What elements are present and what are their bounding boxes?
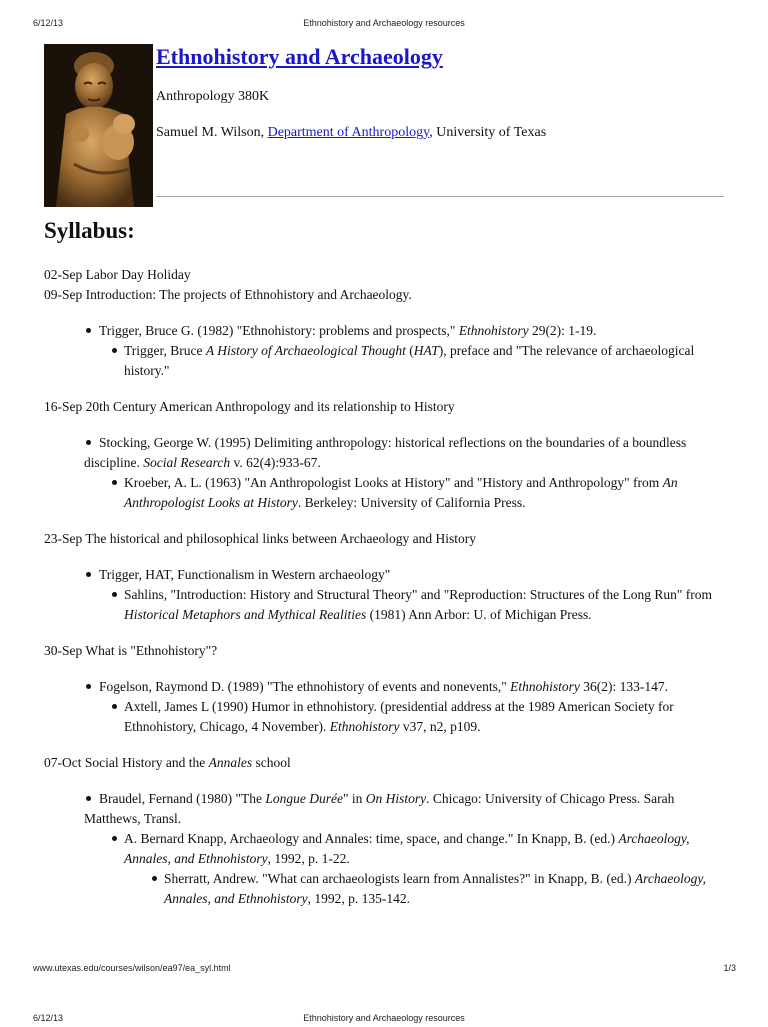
sub-reading-list [84,473,724,513]
week-item: 02-Sep Labor Day Holiday [44,267,191,282]
reading-item: Sherratt, Andrew. "What can archaeologists learn from Annalistes?" in Knapp, B. (ed.) Archaeology, Annales, and Ethnohistory, 1992, p. 135-142. [164,869,724,909]
course-number: Anthropology 380K [156,89,270,104]
print-title: Ethnohistory and Archaeology resources [303,18,465,28]
syllabus-content [44,265,724,925]
department-link[interactable]: Department of Anthropology [267,125,430,140]
week-item: 30-Sep What is "Ethnohistory"? [44,643,218,658]
author-line [156,125,546,141]
author-name: Samuel M. Wilson, [156,125,268,140]
page-title-link[interactable]: Ethnohistory and Archaeology [156,44,443,69]
week-item: 16-Sep 20th Century American Anthropology and its relationship to History [44,399,455,414]
print-header [0,18,768,32]
next-print-title: Ethnohistory and Archaeology resources [303,1013,465,1023]
figurine-image [44,44,153,207]
reading-item: Braudel, Fernand (1980) "The Longue Durée" in On History. Chicago: University of Chicago Press. Sarah Matthews, Transl. A. Bernard Knapp, Archaeology and Annales: time, space, and change." In Knapp, B. (ed.) Archaeology, Annales, and Ethnohistory, 1992, p. 1-22. Sherratt, Andrew. "What can archaeologists learn from Annalistes?" in Knapp, B. (ed.) Archaeology, Annales, and Ethnohistory, 1992, p. 135-142. [84,789,724,909]
reading-item: Trigger, Bruce A History of Archaeological Thought (HAT), preface and "The relevance of archaeological history." [124,341,724,381]
reading-item: Kroeber, A. L. (1963) "An Anthropologist Looks at History" and "History and Anthropology" from An Anthropologist Looks at History. Berkeley: University of California Press. [124,473,724,513]
reading-item: A. Bernard Knapp, Archaeology and Annales: time, space, and change." In Knapp, B. (ed.) Archaeology, Annales, and Ethnohistory, 1992, p. 1-22. Sherratt, Andrew. "What can archaeologists learn from Annalistes?" in Knapp, B. (ed.) Archaeology, Annales, and Ethnohistory, 1992, p. 135-142. [124,829,724,909]
reading-list [44,677,724,737]
reading-list [44,789,724,909]
header-divider [156,196,724,197]
reading-list [44,565,724,625]
reading-list [44,433,724,513]
reading-list [44,321,724,381]
reading-item: Trigger, Bruce G. (1982) "Ethnohistory: problems and prospects," Ethnohistory 29(2): 1-19. Trigger, Bruce A History of Archaeological Thought (HAT), preface and "The relevance of archaeological history." [84,321,724,381]
reading-item: Trigger, HAT, Functionalism in Western archaeology" Sahlins, "Introduction: History and Structural Theory" and "Reproduction: Structures of the Long Run" from Historical Metaphors and Mythical Realities (1981) Ann Arbor: U. of Michigan Press. [84,565,724,625]
sub-reading-list [84,829,724,909]
next-print-date: 6/12/13 [33,1013,64,1023]
sub-reading-list [84,697,724,737]
reading-item: Stocking, George W. (1995) Delimiting anthropology: historical reflections on the boundaries of a boundless discipline. Social Research v. 62(4):933-67. Kroeber, A. L. (1963) "An Anthropologist Looks at History" and "History and Anthropology" from An Anthropologist Looks at History. Berkeley: University of California Press. [84,433,724,513]
figurine-photo [44,44,153,207]
sub-reading-list [84,341,724,381]
page-number: 1/3 [723,963,736,973]
week-item: 07-Oct Social History and the Annales school [44,755,291,770]
next-page-header [0,1013,768,1027]
week-item: 09-Sep Introduction: The projects of Ethnohistory and Archaeology. [44,287,412,302]
print-url: www.utexas.edu/courses/wilson/ea97/ea_syl.html [33,963,231,973]
reading-item: Axtell, James L (1990) Humor in ethnohistory. (presidential address at the 1989 American Society for Ethnohistory, Chicago, 4 November). Ethnohistory v37, n2, p109. [124,697,724,737]
reading-item: Sahlins, "Introduction: History and Structural Theory" and "Reproduction: Structures of the Long Run" from Historical Metaphors and Mythical Realities (1981) Ann Arbor: U. of Michigan Press. [124,585,724,625]
sub-sub-reading-list [124,869,724,909]
reading-item: Fogelson, Raymond D. (1989) "The ethnohistory of events and nonevents," Ethnohistory 36(2): 133-147. Axtell, James L (1990) Humor in ethnohistory. (presidential address at the 1989 American Society for Ethnohistory, Chicago, 4 November). Ethnohistory v37, n2, p109. [84,677,724,737]
syllabus-heading: Syllabus: [44,218,135,243]
print-date: 6/12/13 [33,18,64,28]
week-item: 23-Sep The historical and philosophical links between Archaeology and History [44,531,477,546]
print-footer [0,963,768,977]
university-name: , University of Texas [429,125,547,140]
sub-reading-list [84,585,724,625]
